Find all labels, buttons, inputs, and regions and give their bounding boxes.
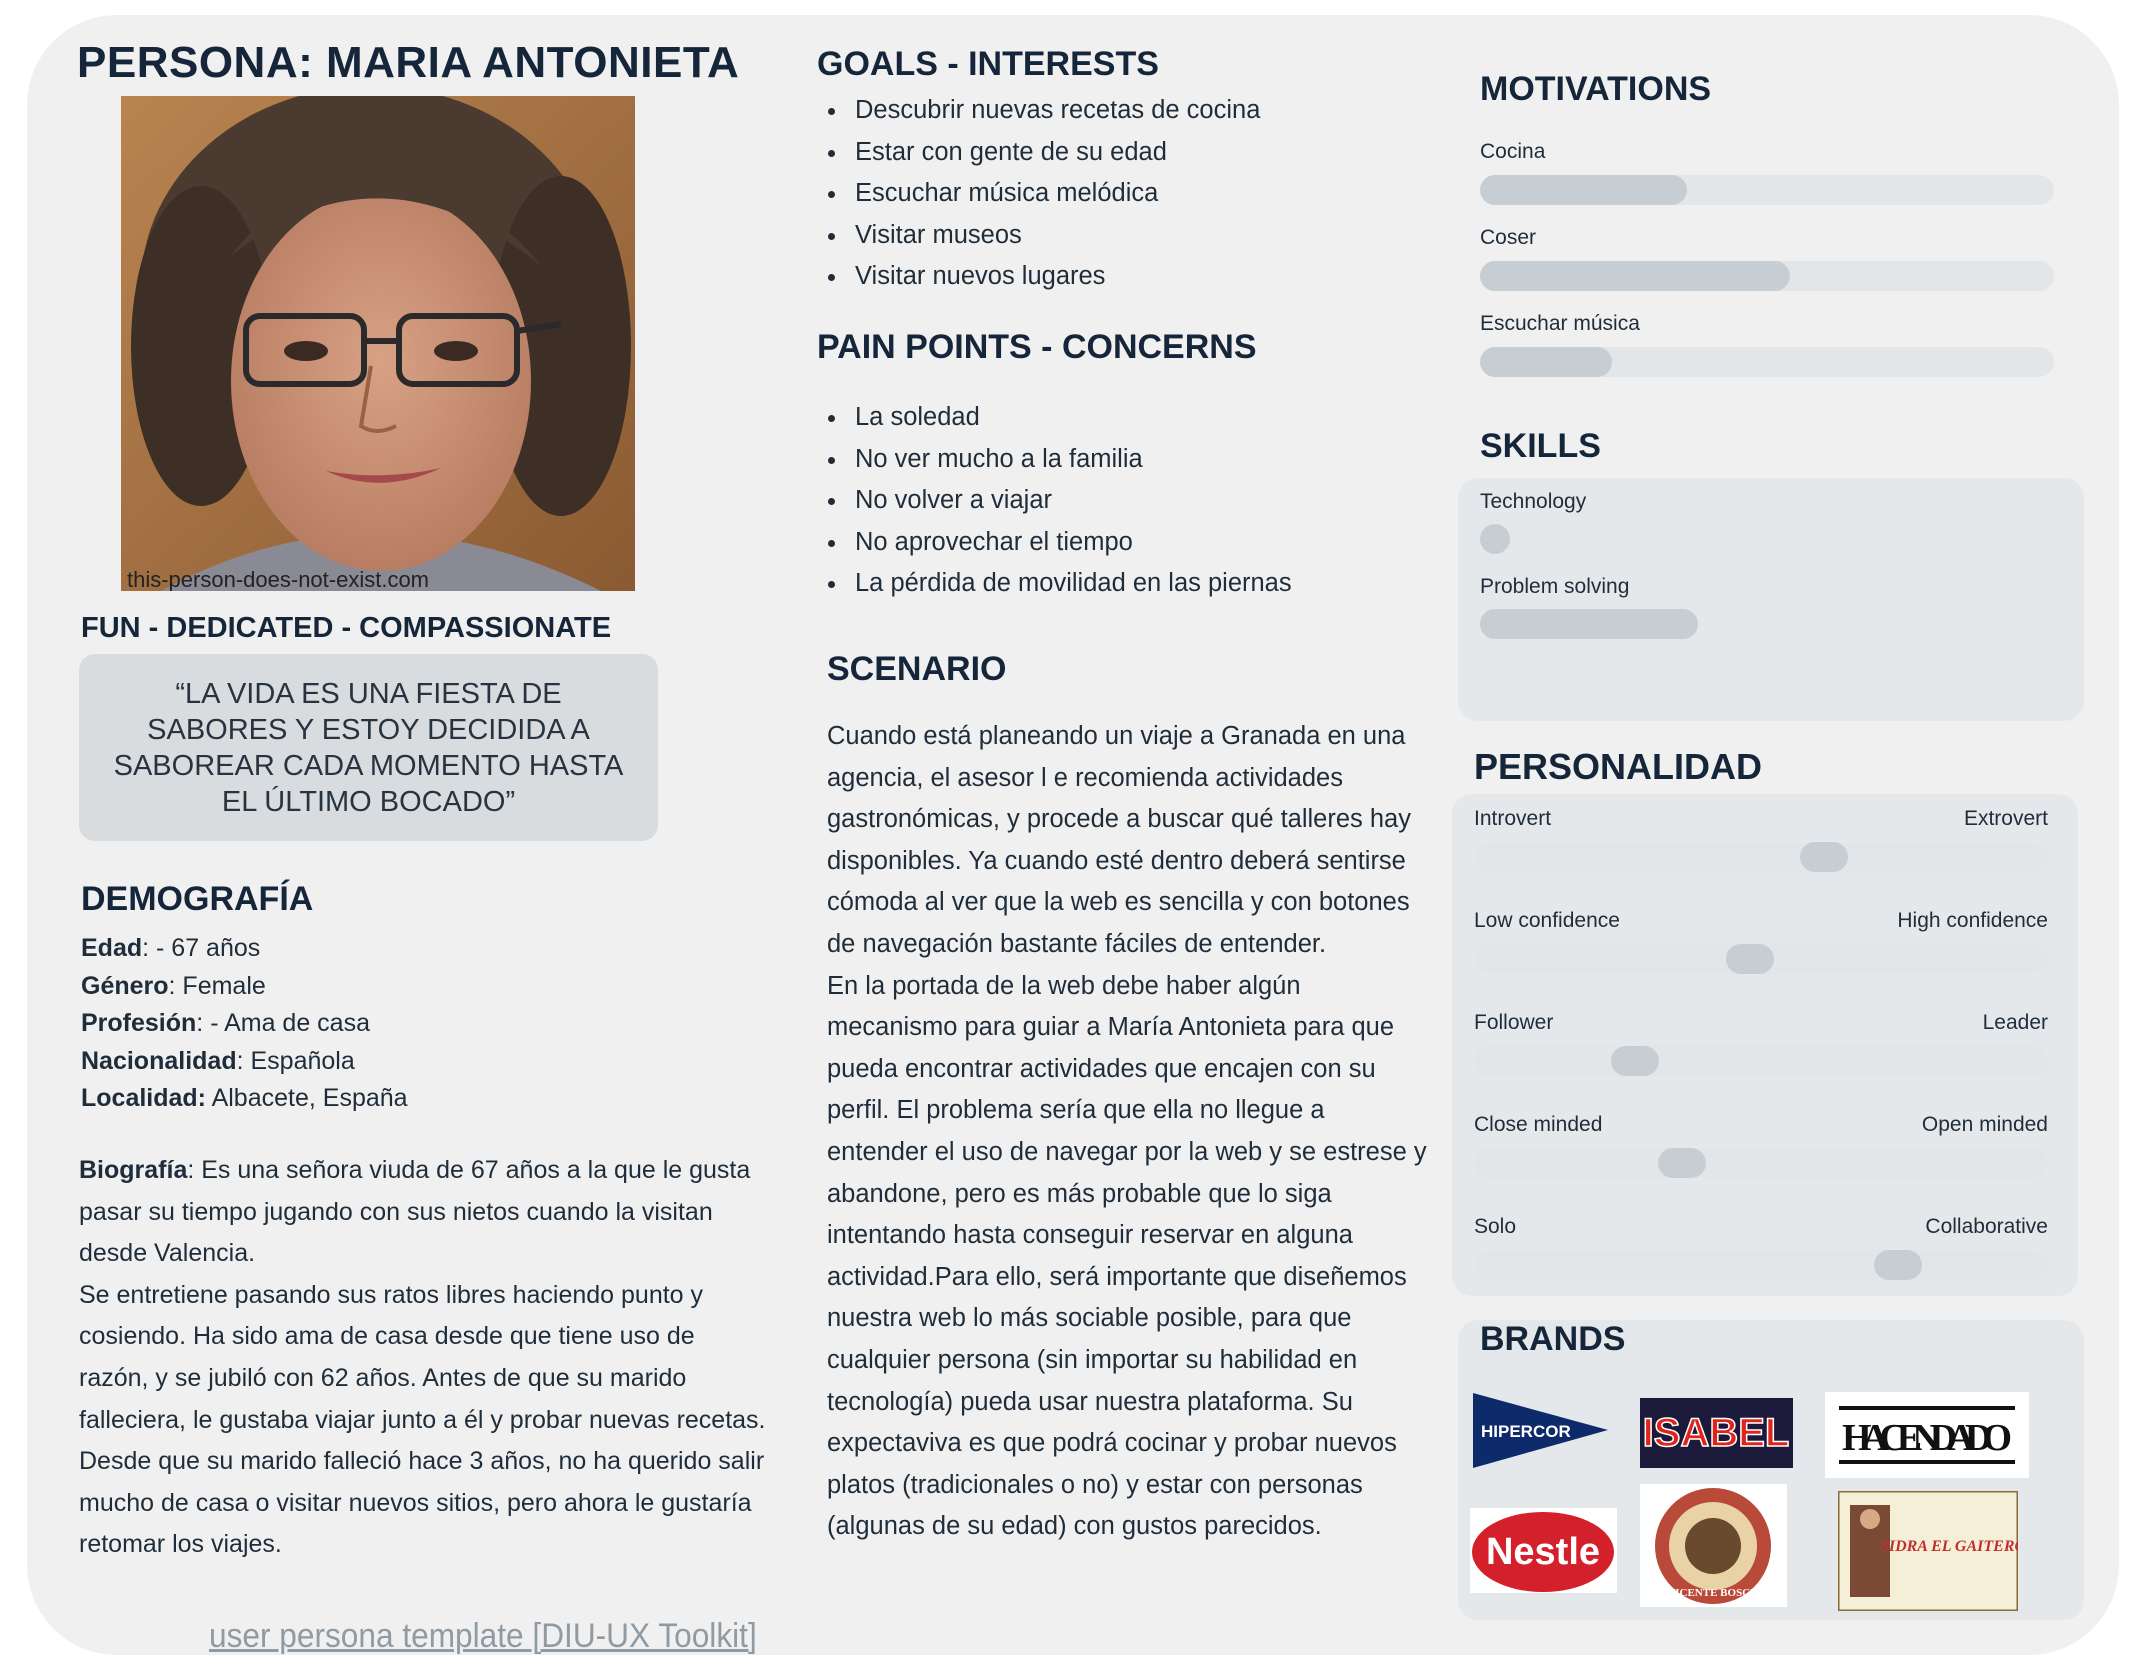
personality-scale — [1474, 909, 2048, 979]
list-item: No aprovechar el tiempo — [817, 522, 1292, 564]
motivation-label: Cocina — [1480, 140, 1546, 163]
scale-track — [1474, 842, 2048, 872]
list-item: Estar con gente de su edad — [817, 132, 1260, 174]
svg-text:VICENTE BOSCH: VICENTE BOSCH — [1667, 1587, 1759, 1599]
scale-track — [1474, 1250, 2048, 1280]
biography-paragraph: Biografía: Es una señora viuda de 67 años a la que le gusta pasar su tiempo jugando con sus nietos cuando la visitan desde Valencia. — [79, 1156, 751, 1268]
scale-right-label: Open minded — [1921, 1113, 2048, 1136]
personality-scale — [1474, 807, 2048, 877]
quote-text: “LA VIDA ES UNA FIESTA DE SABORES Y ESTOY DECIDIDA A SABOREAR CADA MOMENTO HASTA EL ÚLTIMO BOCADO” — [113, 677, 624, 818]
persona-tagline: FUN - DEDICATED - COMPASSIONATE — [81, 612, 612, 644]
motivations-heading: MOTIVATIONS — [1480, 70, 1712, 108]
quote-box — [79, 654, 658, 841]
nestle-logo — [1470, 1508, 1617, 1598]
demographics-item: Profesión: - Ama de casa — [81, 1009, 370, 1037]
scale-right-label: Collaborative — [1925, 1215, 2048, 1238]
skill-bar — [1480, 609, 2054, 639]
hacendado-logo — [1825, 1392, 2029, 1483]
skills-heading: SKILLS — [1480, 427, 1601, 465]
scale-left-label: Low confidence — [1474, 909, 1620, 932]
scenario-text — [827, 716, 1427, 1548]
scale-left-label: Introvert — [1474, 807, 1552, 830]
skill-label: Technology — [1480, 490, 1587, 513]
skill-bar-fill — [1480, 609, 1698, 639]
list-item: Descubrir nuevas recetas de cocina — [817, 90, 1260, 132]
scale-right-label: Leader — [1982, 1011, 2048, 1034]
scale-left-label: Close minded — [1474, 1113, 1603, 1136]
scale-knob — [1800, 842, 1848, 872]
scale-track — [1474, 944, 2048, 974]
photo-caption: this-person-does-not-exist.com — [127, 567, 430, 591]
demographics-item: Localidad: Albacete, España — [81, 1084, 408, 1112]
skills-panel — [1458, 478, 2084, 721]
list-item: No volver a viajar — [817, 480, 1292, 522]
skill-label: Problem solving — [1480, 575, 1630, 598]
personality-scale — [1474, 1113, 2048, 1183]
scenario-heading: SCENARIO — [827, 650, 1007, 688]
biography-paragraph: Se entretiene pasando sus ratos libres haciendo punto y cosiendo. Ha sido ama de casa desde que tiene uso de razón, y se jubiló con 62 años. Antes de que su marido falleciera, le gustaba viajar junto a él y probar nuevas recetas. Desde que su marido falleció hace 3 años, no ha querido salir mucho de casa o visitar nuevos sitios, pero ahora le gustaría retomar los viajes. — [79, 1280, 766, 1559]
isabel-logo — [1640, 1398, 1793, 1473]
motivation-bar-fill — [1480, 175, 1687, 205]
list-item: No ver mucho a la familia — [817, 439, 1292, 481]
demographics-item: Nacionalidad: Española — [81, 1046, 355, 1075]
el-gaitero-logo — [1838, 1491, 2018, 1616]
scale-knob — [1611, 1046, 1659, 1076]
biography — [79, 1150, 769, 1566]
demographics-list — [81, 930, 408, 1118]
pain-points-heading: PAIN POINTS - CONCERNS — [817, 328, 1257, 366]
demographics-item: Género: Female — [81, 971, 266, 1000]
scale-right-label: High confidence — [1897, 909, 2048, 932]
vicente-bosch-logo — [1640, 1484, 1787, 1612]
template-link[interactable]: user persona template [DIU-UX Toolkit] — [209, 1617, 757, 1655]
motivation-label: Escuchar música — [1480, 312, 1640, 335]
scale-left-label: Follower — [1474, 1011, 1554, 1034]
personality-heading: PERSONALIDAD — [1474, 746, 1763, 787]
scale-track — [1474, 1046, 2048, 1076]
list-item: La pérdida de movilidad en las piernas — [817, 563, 1292, 605]
skill-bar-fill — [1480, 524, 1510, 554]
svg-text:HIPERCOR: HIPERCOR — [1481, 1422, 1571, 1441]
motivation-bar — [1480, 261, 2054, 291]
page-title: PERSONA: MARIA ANTONIETA — [77, 38, 740, 87]
pain-points-list — [817, 397, 1292, 605]
list-item: La soledad — [817, 397, 1292, 439]
scale-knob — [1658, 1148, 1706, 1178]
goals-list — [817, 90, 1260, 298]
svg-text:HACENDADO: HACENDADO — [1842, 1417, 2012, 1459]
scale-knob — [1726, 944, 1774, 974]
motivation-bar — [1480, 347, 2054, 377]
svg-text:SIDRA EL GAITERO: SIDRA EL GAITERO — [1879, 1538, 2018, 1555]
goals-heading: GOALS - INTERESTS — [817, 45, 1159, 83]
personality-scale — [1474, 1215, 2048, 1285]
scenario-paragraph: Cuando está planeando un viaje a Granada en una agencia, el asesor l e recomienda actividades gastronómicas, y procede a buscar qué talleres hay disponibles. Ya cuando esté dentro deberá sentirse cómoda al ver que la web es sencilla y con botones de navegación bastante fáciles de entender. — [827, 722, 1411, 958]
svg-text:ISABEL: ISABEL — [1642, 1411, 1790, 1455]
svg-text:Nestle: Nestle — [1485, 1531, 1601, 1573]
scenario-paragraph: En la portada de la web debe haber algún mecanismo para guiar a María Antonieta para que pueda encontrar actividades que encajen con su perfil. El problema sería que ella no llegue a entender el uso de navegar por la web y se estrese y abandone, pero es más probable que lo siga intentando hasta conseguir reservar en alguna actividad.Para ello, será importante que diseñemos nuestra web lo más sociable posible, para que cualquier persona (sin importar su habilidad en tecnología) pueda usar nuestra plataforma. Su expectaviva es que podrá cocinar y probar nuevos platos (tradicionales o no) y estar con personas (algunas de su edad) con gustos parecidos. — [827, 971, 1427, 1541]
demographics-heading: DEMOGRAFÍA — [81, 880, 314, 918]
list-item: Escuchar música melódica — [817, 173, 1260, 215]
brands-heading: BRANDS — [1480, 1320, 1626, 1358]
skill-bar — [1480, 524, 1900, 554]
demographics-item: Edad: - 67 años — [81, 934, 261, 962]
motivation-bar — [1480, 175, 2054, 205]
scale-right-label: Extrovert — [1963, 807, 2048, 830]
list-item: Visitar museos — [817, 215, 1260, 257]
list-item: Visitar nuevos lugares — [817, 256, 1260, 298]
motivation-label: Coser — [1480, 226, 1537, 249]
scale-knob — [1874, 1250, 1922, 1280]
personality-scale — [1474, 1011, 2048, 1081]
persona-photo — [121, 96, 635, 591]
hipercor-logo — [1473, 1393, 1608, 1473]
scale-track — [1474, 1148, 2048, 1178]
motivation-bar-fill — [1480, 347, 1612, 377]
scale-left-label: Solo — [1474, 1215, 1517, 1238]
motivation-bar-fill — [1480, 261, 1790, 291]
